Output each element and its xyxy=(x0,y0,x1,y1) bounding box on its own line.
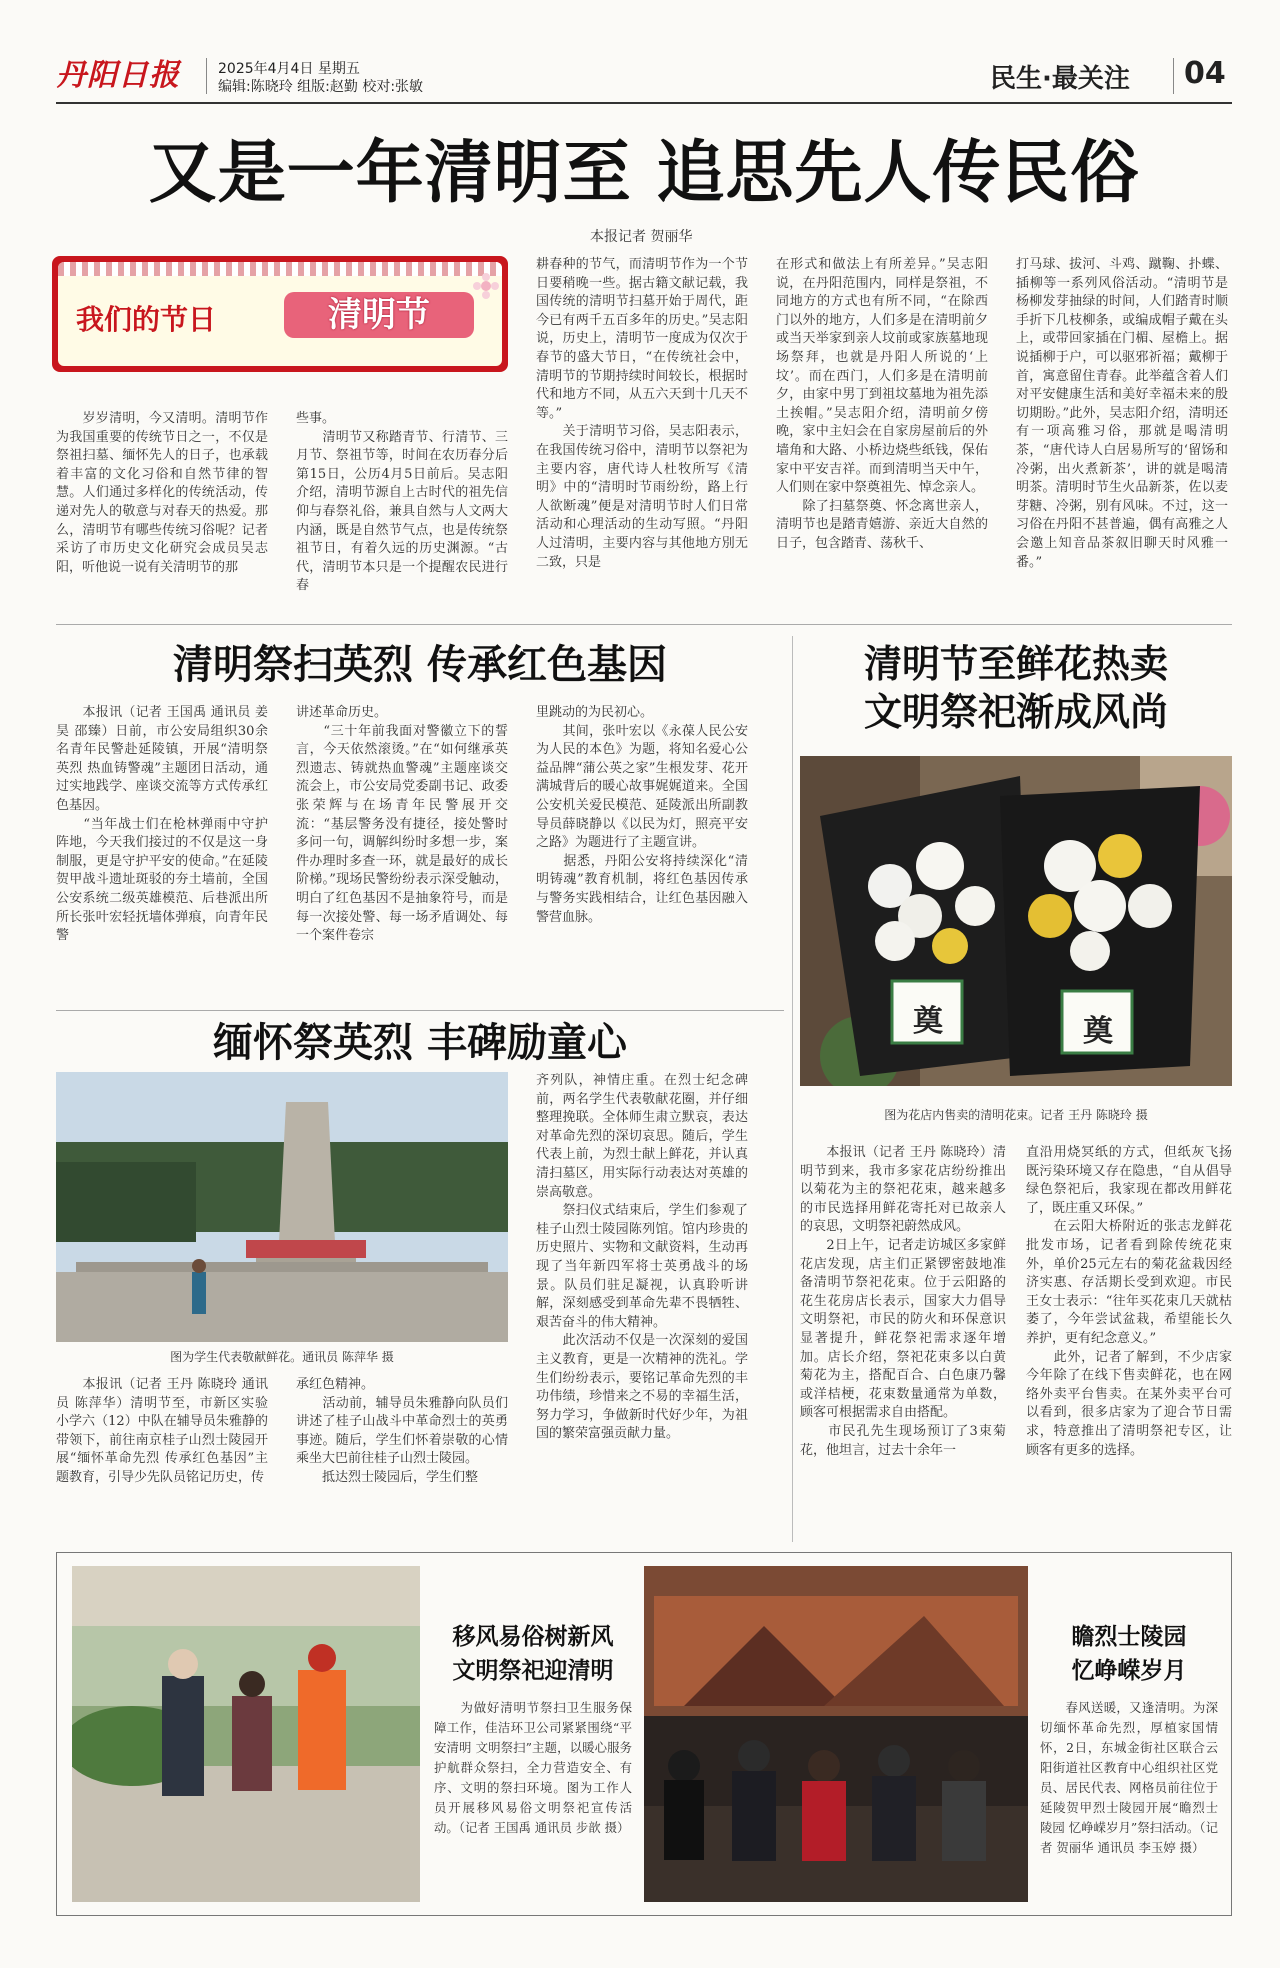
banner-flower-icon xyxy=(472,272,500,300)
story2-photo-caption: 图为花店内售卖的清明花束。记者 王丹 陈晓玲 摄 xyxy=(884,1108,1148,1122)
header-divider-left xyxy=(206,58,207,94)
exhibition-hall-image xyxy=(644,1566,1028,1902)
editor-line: 编辑:陈晓玲 组版:赵勤 校对:张敏 xyxy=(218,79,424,95)
story3-photo-memorial xyxy=(56,1072,508,1342)
story3-photo-caption: 图为学生代表敬献鲜花。通讯员 陈萍华 摄 xyxy=(170,1350,394,1364)
box1-photo-workers xyxy=(72,1566,420,1902)
story1-col-2: 讲述革命历史。 “三十年前我面对警徽立下的誓言，今天依然滚烫。”在“如何继承英烈遗志、铸就热血警魂”主题座谈交流会上，市公安局党委副书记、政委张荣辉与在场青年民警展开交流：“基层警务没有捷径，接处警时多问一句，调解纠纷时多想一步，案件办理时多查一环，就是最好的成长阶梯。”现场民警纷纷表示深受触动，明白了红色基因不是抽象符号，而是每一次接处警、每一场矛盾调处、每一个案件卷宗 xyxy=(296,705,508,944)
story3-col-right: 齐列队，神情庄重。在烈士纪念碑前，两名学生代表敬献花圈，并仔细整理挽联。全体师生肃立默哀，表达对革命先烈的深切哀思。随后，学生代表上前，为烈士献上鲜花，并认真清扫墓区，用实际行动表达对英雄的崇高敬意。 祭扫仪式结束后，学生们参观了桂子山烈士陵园陈列馆。馆内珍贵的历史照片、实物和文献资料，生动再现了当年新四军将士英勇战斗的场景。队员们驻足凝视，认真聆听讲解，深刻感受到革命先辈不畏牺牲、艰苦奋斗的伟大精神。 此次活动不仅是一次深刻的爱国主义教育，更是一次精神的洗礼。学生们纷纷表示，要铭记革命先烈的丰功伟绩，珍惜来之不易的幸福生活，努力学习，争做新时代好少年，为祖国的繁荣富强贡献力量。 xyxy=(536,1073,748,1442)
section-divider-2 xyxy=(56,1010,784,1011)
column-divider-right xyxy=(792,636,793,1542)
header-divider-right xyxy=(1173,58,1174,94)
story2-col-2: 直沿用烧冥纸的方式，但纸灰飞扬既污染环境又存在隐患，“自从倡导绿色祭祀后，我家现在都改用鲜花了，既庄重又环保。” 在云阳大桥附近的张志龙鲜花批发市场，记者看到除传统花束外，单价25元左右的菊花盆栽因经济实惠、存活期长受到欢迎。市民王女士表示：“往年买花束几天就枯萎了，今年尝试盆栽，希望能长久养护，更有纪念意义。” 此外，记者了解到，不少店家今年除了在线下售卖鲜花，也在网络外卖平台售卖。在某外卖平台可以看到，很多店家为了迎合节日需求，特意推出了清明祭祀专区，让顾客有更多的选择。 xyxy=(1026,1145,1232,1458)
wreath-card-right-char: 奠 xyxy=(1083,1014,1113,1049)
story2-col-1: 本报讯（记者 王丹 陈晓玲）清明节到来，我市多家花店纷纷推出以菊花为主的祭祀花束，越来越多的市民选择用鲜花寄托对已故亲人的哀思，文明祭祀蔚然成风。 2日上午，记者走访城区多家鲜花店发现，店主们正紧锣密鼓地准备清明节祭祀花束。位于云阳路的花生花房店长表示，国家大力倡导文明祭祀，市民的防火和环保意识显著提升，鲜花祭祀需求逐年增加。店长介绍，祭祀花束多以白黄菊花为主，搭配百合、白色康乃馨或洋桔梗，花束数量通常为单数，顾客可根据需求自由搭配。 市民孔先生现场预订了3束菊花，他坦言，过去十余年一 xyxy=(800,1145,1006,1458)
box1-text: 为做好清明节祭扫卫生服务保障工作，佳洁环卫公司紧紧围绕“平安清明 文明祭扫”主题，以暖心服务护航群众祭扫，全力营造安全、有序、文明的祭扫环境。图为工作人员开展移风易俗文明祭祀宣传活动。（记者 王国禹 通讯员 步歆 摄） xyxy=(434,1700,632,1835)
flower-bouquet-image xyxy=(800,756,1232,1086)
lead-col-5: 打马球、拔河、斗鸡、蹴鞠、扑蝶、插柳等一系列风俗活动。“清明节是杨柳发芽抽绿的时间，人们踏青时顺手折下几枝柳条，或编成帽子戴在头上，或带回家插在门楣、屋檐上。据说插柳于户，可以驱邪祈福；戴柳于首，寓意留住青春。此举蕴含着人们对平安健康生活和美好幸福未来的殷切期盼。”此外，吴志阳介绍，清明还有一项高雅习俗，那就是喝清明茶，“唐代诗人白居易所写的‘留饧和冷粥，出火煮新茶’，讲的就是喝清明茶。清明时节生火品新茶，佐以麦芽糖、冷粥，别有风味。不过，这一习俗在丹阳不甚普遍，偶有高雅之人会邀上知音品茶叙旧聊天时风雅一番。” xyxy=(1016,257,1228,570)
box2-headline-line2: 忆峥嵘岁月 xyxy=(1071,1658,1187,1684)
lead-headline: 又是一年清明至 追思先人传民俗 xyxy=(148,134,1140,213)
story3-col-2: 承红色精神。 活动前，辅导员朱雅静向队员们讲述了桂子山战斗中革命烈士的英勇事迹。随后，学生们怀着崇敬的心情乘坐大巴前往桂子山烈士陵园。 抵达烈士陵园后，学生们整 xyxy=(296,1377,508,1485)
issue-date: 2025年4月4日 星期五 xyxy=(218,61,360,77)
header-rule xyxy=(56,102,1232,104)
banner-label-qingming: 清明节 xyxy=(284,292,474,338)
lead-col-2: 些事。 清明节又称踏青节、行清节、三月节、祭祖节等，时间在农历春分后第15日，公历4月5日前后。吴志阳介绍，清明节源自上古时代的祖先信仰与春祭礼俗，兼具自然与人文两大内涵，既是自然节气点，也是传统祭祖节日，有着久远的历史渊源。“古代，清明节本只是一个提醒农民进行春 xyxy=(296,411,508,594)
story2-photo-flowers xyxy=(800,756,1232,1086)
story2-headline-line1: 清明节至鲜花热卖 xyxy=(863,642,1168,686)
story2-headline-line2: 文明祭祀渐成风尚 xyxy=(863,690,1168,734)
memorial-image xyxy=(56,1072,508,1342)
lead-col-1: 岁岁清明，今又清明。清明节作为我国重要的传统节日之一，不仅是祭祖扫墓、缅怀先人的日子，也承载着丰富的文化习俗和自然节律的智慧。人们通过多样化的传统活动，传递对先人的敬意与对春天的热爱。那么，清明节有哪些传统习俗呢？记者采访了市历史文化研究会成员吴志阳，听他说一说有关清明节的那 xyxy=(56,411,268,575)
lead-col-3: 耕春种的节气，而清明节作为一个节日要稍晚一些。据古籍文献记载，我国传统的清明节扫墓开始于周代，距今已有两千五百多年的历史。”吴志阳说，历史上，清明节一度成为仅次于春节的盛大节日，“在传统社会中，清明节的节期持续时间较长，根据时代和地方不同，从五六天到十几天不等。” 关于清明节习俗，吴志阳表示，在我国传统习俗中，清明节以祭祀为主要内容，唐代诗人杜牧所写《清明》中的“清明时节雨纷纷，路上行人欲断魂”便是对清明节时人们日常活动和心理活动的生动写照。“丹阳人过清明，主要内容与其他地方別无二致，只是 xyxy=(536,257,748,570)
box2-text: 春风送暖，又逢清明。为深切缅怀革命先烈，厚植家国情怀，2日，东城金街社区联合云阳街道社区教育中心组织社区党员、居民代表、网格员前往位于延陵贺甲烈士陵园开展“瞻烈士陵园 忆峥嵘岁月”祭扫活动。（记者 贺丽华 通讯员 李玉婷 摄） xyxy=(1040,1700,1218,1855)
box1-headline-line2: 文明祭祀迎清明 xyxy=(452,1658,614,1684)
story3-col-1: 本报讯（记者 王丹 陈晓玲 通讯员 陈萍华）清明节至，市新区实验小学六（12）中队在辅导员朱雅静的带领下，前往南京桂子山烈士陵园开展“缅怀革命先烈 传承红色基因”主题教育，引导少先队员铭记历史，传 xyxy=(56,1377,268,1485)
story1-headline: 清明祭扫英烈 传承红色基因 xyxy=(173,642,667,688)
wreath-card-left-char: 奠 xyxy=(913,1004,943,1039)
banner-label-ourfestival: 我们的节日 xyxy=(76,303,217,336)
masthead-logo: 丹阳日报 xyxy=(56,58,180,93)
story1-col-1: 本报讯（记者 王国禹 通讯员 姜昊 邵臻）日前，市公安局组织30余名青年民警赴延陵镇，开展“清明祭英烈 热血铸警魂”主题团日活动，通过实地践学、座谈交流等方式传承红色基因。 “当年战士们在枪林弹雨中守护阵地，今天我们接过的不仅是这一身制服，更是守护平安的使命。”在延陵贺甲战斗遗址斑驳的夯土墙前，全国公安系统二级英雄模范、后巷派出所所长张叶宏轻抚墙体弹痕，向青年民警 xyxy=(56,705,268,944)
box2-photo-exhibition xyxy=(644,1566,1028,1902)
section-name: 民生·最关注 xyxy=(990,64,1130,94)
lead-byline: 本报记者 贺丽华 xyxy=(590,229,693,245)
box2-headline-line1: 瞻烈士陵园 xyxy=(1071,1624,1187,1650)
banner-top-stripe xyxy=(58,262,502,276)
story1-col-3: 里跳动的为民初心。 其间，张叶宏以《永葆人民公安为人民的本色》为题，将知名爱心公益品牌“蒲公英之家”生根发芽、花开满城背后的暖心故事娓娓道来。全国公安机关爱民模范、延陵派出所副教导员薛晓静以《以民为灯，照亮平安之路》为题进行了主题宣讲。 据悉，丹阳公安将持续深化“清明铸魂”教育机制，将红色基因传承与警务实践相结合，让红色基因融入警营血脉。 xyxy=(536,705,748,925)
lead-col-4: 在形式和做法上有所差异。”吴志阳说，在丹阳范围内，同样是祭祖，不同地方的方式也有所不同，“在除西门以外的地方，人们多是在清明前夕或当天举家到亲人坟前或家族墓地现场祭拜，也就是丹阳人所说的‘上坟’。而在西门，人们多是在清明前夕，由家中男丁到祖坟墓地为祖先添土挨帽。”吴志阳介绍，清明前夕傍晚，家中主妇会在自家房屋前后的外墙角和大路、小桥边烧些纸钱，保佑家中平安吉祥。而到清明当天中午，人们则在家中祭奠祖先、悼念亲人。 除了扫墓祭奠、怀念离世亲人，清明节也是踏青嬉游、亲近大自然的日子，包含踏青、荡秋千、 xyxy=(776,257,988,551)
festival-banner xyxy=(52,256,508,372)
page-number: 04 xyxy=(1184,56,1226,91)
story3-headline: 缅怀祭英烈 丰碑励童心 xyxy=(213,1020,627,1066)
section-divider-1 xyxy=(56,624,1232,625)
workers-image xyxy=(72,1566,420,1902)
box1-headline-line1: 移风易俗树新风 xyxy=(452,1624,614,1650)
